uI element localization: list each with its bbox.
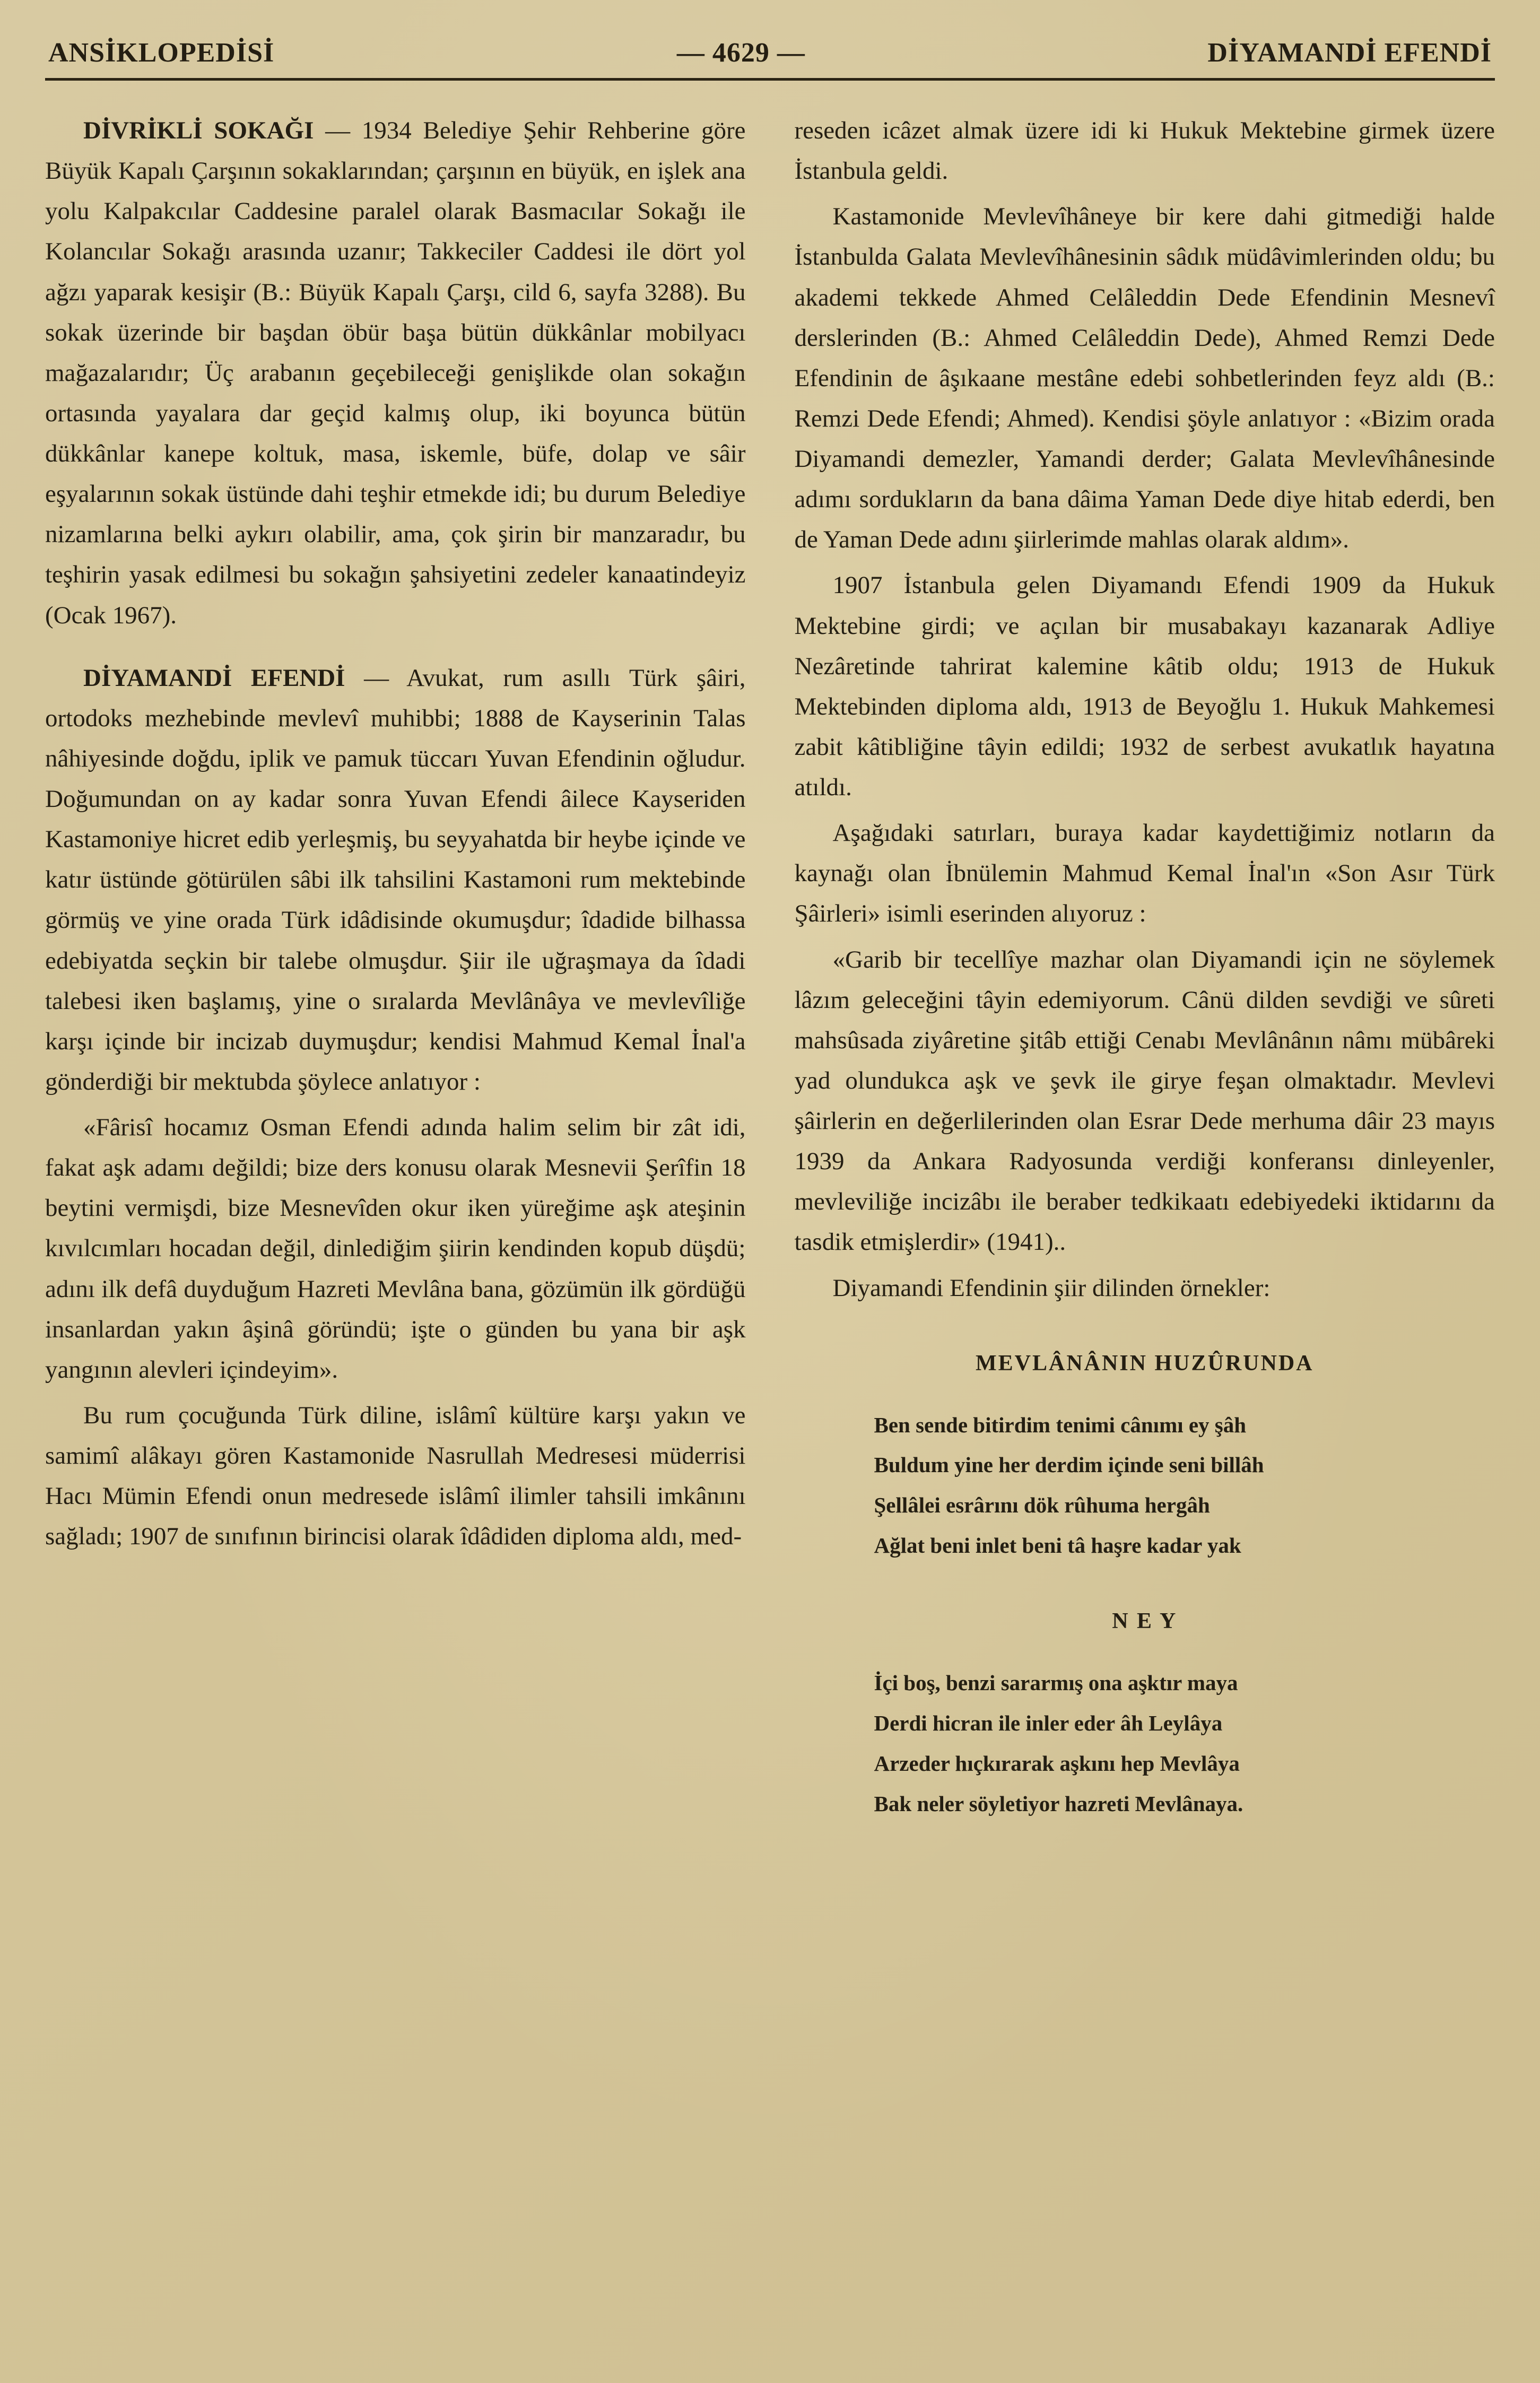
poem-line: Arzeder hıçkırarak aşkını hep Mevlâya: [874, 1751, 1240, 1776]
paragraph-hukuk-mektebi: 1907 İstanbula gelen Diyamandı Efendi 1909 da Hukuk Mektebine girdi; ve açılan bir musabakayı kazanarak Adliye Nezâretinde tahrirat kalemine kâtib oldu; 1913 de Hukuk Mektebinden diploma aldı, 1913 de Beyoğlu 1. Hukuk Mahkemesi zabit kâtibliğine tâyin edildi; 1932 de serbest avukatlık hayatına atıldı.: [794, 571, 1495, 801]
paragraph-continuation: reseden icâzet almak üzere idi ki Hukuk Mektebine girmek üzere İstanbula geldi.: [794, 117, 1495, 185]
header-rule: [45, 78, 1495, 81]
right-column: [795, 110, 1495, 1824]
paragraph-quote-garib: «Garib bir tecellîye mazhar olan Diyamandi için ne söylemek lâzım geleceğini tâyin edemiyorum. Cânü dilden sevdiği ve sûreti mahsûsada ziyâretine şitâb ettiği Cenabı Mevlânânın nâmı mübâreki yad olundukca aşk ve şevk ile girye feşan olmaktadır. Mevlevi şâirlerin en değerlilerinden olan Esrar Dede merhuma dâir 23 mayıs 1939 da Ankara Radyosunda verdiği konferansı dinleyenler, mevleviliğe incizâbı ile beraber tedkikaatı edebiyedeki iktidarını da tasdik etmişlerdir» (1941)..: [794, 945, 1495, 1256]
paragraph-mevlevihane: Kastamonide Mevlevîhâneye bir kere dahi gitmediği halde İstanbulda Galata Mevlevîhânesinin sâdık müdâvimlerinden oldu; bu akademi tekkede Ahmed Celâleddin Dede Efendinin Mesnevî derslerinden (B.: Ahmed Celâleddin Dede), Ahmed Remzi Dede Efendinin de âşıkaane mestâne edebi sohbetlerinden feyz aldı (B.: Remzi Dede Efendi; Ahmed). Kendisi şöyle anlatıyor : «Bizim orada Diyamandi demezler, Yamandi derder; Galata Mevlevîhânesinde adımı sordukların da bana dâima Yaman Dede diye hitab ederdi, ben de Yaman Dede adını şiirlerimde mahlas olarak aldım».: [794, 203, 1495, 554]
poem-line: Ben sende bitirdim tenimi cânımı ey şâh: [874, 1412, 1247, 1437]
entry-divrikli-sokagi: [45, 110, 746, 636]
paragraph-kaynak: Aşağıdaki satırları, buraya kadar kaydettiğimiz notların da kaynağı olan İbnülemin Mahmud Kemal İnal'ın «Son Asır Türk Şâirleri» isimli eserinden alıyoruz :: [794, 819, 1495, 928]
entry-body: — 1934 Belediye Şehir Rehberine göre Büyük Kapalı Çarşının sokaklarından; çarşının en büyük, en işlek ana yolu Kalpakcılar Caddesine paralel olarak Basmacılar Sokağı ile Kolancılar Sokağı arasında uzanır; Takkeciler Caddesi ile dört yol ağzı yaparak kesişir (B.: Büyük Kapalı Çarşı, cild 6, sayfa 3288). Bu sokak üzerinde bir başdan öbür başa bütün dükkânlar mobilyacı mağazalarıdır; Üç arabanın geçebileceği genişlikde olan sokağın ortasında yayalara dar geçid kalmış olup, iki boyunca bütün dükkânlar kanepe koltuk, masa, iskemle, büfe, dolap ve sâir eşyalarının sokak üstünde dahi teşhir etmekde idi; bu durum Belediye nizamlarına belki aykırı olabilir, ama, çok şirin bir manzaradır, bu teşhirin yasak edilmesi bu sokağın şahsiyetini zedeler kanaatindeyiz (Ocak 1967).: [45, 117, 746, 629]
entry-title-diyamandi-efendi: DİYAMANDİ EFENDİ: [83, 664, 345, 692]
poem-ney: [795, 1663, 1495, 1824]
entry-diyamandi-efendi: [45, 658, 746, 1102]
poem-mevlananin-huzurunda: [795, 1405, 1495, 1566]
poem-line: Buldum yine her derdim içinde seni billâh: [874, 1453, 1264, 1477]
paragraph-kastamonide: Bu rum çocuğunda Türk diline, islâmî kültüre karşı yakın ve samimî alâkayı gören Kastamonide Nasrullah Medresesi müderrisi Hacı Mümin Efendi onun medresede islâmî ilimler tahsili imkânını sağladı; 1907 de sınıfının birincisi olarak îdâdiden diploma aldı, med-: [45, 1401, 746, 1551]
header-title-right: DİYAMANDİ EFENDİ: [1207, 38, 1492, 68]
paragraph-ornekler: Diyamandi Efendinin şiir dilinden örnekler:: [832, 1274, 1271, 1302]
header-title-left: ANSİKLOPEDİSİ: [48, 38, 275, 68]
two-column-body: [45, 110, 1495, 1824]
paragraph-quote-farisi: «Fârisî hocamız Osman Efendi adında halim selim bir zât idi, fakat aşk adamı değildi; bize ders konusu olarak Mesnevii Şerîfin 18 beytini vermişdi, bize Mesnevîden okur iken yüreğime aşk ateşinin kıvılcımları hocadan değil, dinlediğim şiirin kendinden kopub düşdü; adını ilk defâ duyduğum Hazreti Mevlâna bana, gözümün ilk gördüğü insanlardan yakın âşinâ göründü; işte o günden bu yana bir aşk yangının alevleri içindeyim».: [45, 1114, 746, 1384]
poem-line: Bak neler söyletiyor hazreti Mevlânaya.: [874, 1791, 1243, 1816]
poem-heading-mevlananin-huzurunda: MEVLÂNÂNIN HUZÛRUNDA: [976, 1351, 1314, 1376]
entry-title-divrikli-sokagi: DİVRİKLİ SOKAĞI: [83, 117, 314, 144]
entry-body: — Avukat, rum asıllı Türk şâiri, ortodoks mezhebinde mevlevî muhibbi; 1888 de Kayserinin Talas nâhiyesinde doğdu, iplik ve pamuk tüccarı Yuvan Efendinin oğludur. Doğumundan on ay kadar sonra Yuvan Efendi âilece Kayseriden Kastamoniye hicret edib yerleşmiş, bu seyyahatda bir heybe içinde ve katır üstünde götürülen sâbi ilk tahsilini Kastamoni rum mektebinde görmüş ve yine orada Türk idâdisinde okumuşdur; îdadide bilhassa edebiyatda seçkin bir talebe olmuşdur. Şiir ile uğraşmaya da îdadi talebesi iken başlamış, yine o sıralarda Mevlânâya ve mevlevîliğe karşı içinde bir incizab duymuşdur; kendisi Mahmud Kemal İnal'a gönderdiği bir mektubda şöylece anlatıyor :: [45, 664, 746, 1095]
poem-heading-ney: N E Y: [1112, 1609, 1178, 1633]
poem-line: İçi boş, benzi sararmış ona aşktır maya: [874, 1671, 1238, 1695]
poem-line: Şellâlei esrârını dök rûhuma hergâh: [874, 1493, 1210, 1518]
poem-line: Derdi hicran ile inler eder âh Leylâya: [874, 1710, 1223, 1735]
left-column: [45, 110, 746, 1824]
poem-line: Ağlat beni inlet beni tâ haşre kadar yak: [874, 1533, 1241, 1558]
page-number: — 4629 —: [676, 38, 805, 68]
page-header: [45, 37, 1495, 78]
